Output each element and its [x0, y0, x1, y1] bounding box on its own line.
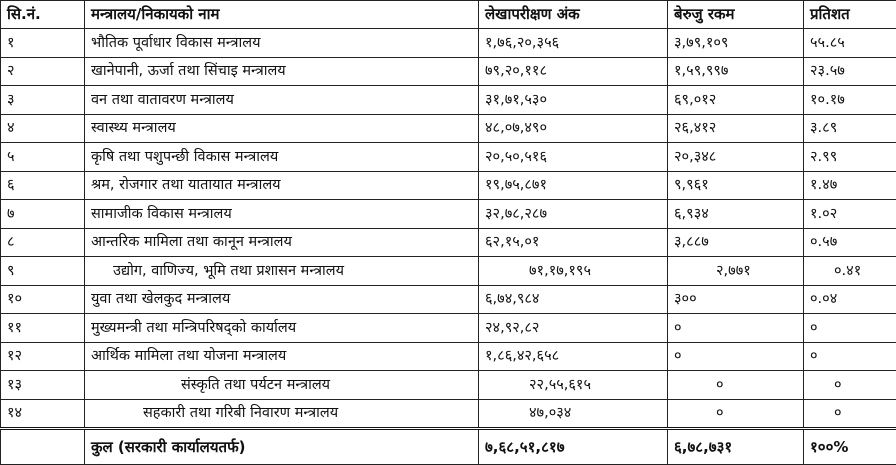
- total-row: [1, 429, 896, 465]
- cell-irregular-amount: ०: [668, 342, 804, 371]
- cell-percent: १.४७: [804, 171, 896, 200]
- header-audit-amount: लेखापरीक्षण अंक: [479, 1, 668, 29]
- cell-sn: ११: [1, 314, 85, 343]
- table-row: [1, 314, 896, 343]
- cell-audit-amount: ७१,१७,१९५: [479, 257, 668, 286]
- total-percent: १००%: [804, 429, 896, 465]
- cell-sn: ५: [1, 143, 85, 172]
- cell-percent: ०: [804, 371, 896, 400]
- cell-name: उद्योग, वाणिज्य, भूमि तथा प्रशासन मन्त्रालय: [85, 257, 479, 286]
- cell-audit-amount: २४,९२,८२: [479, 314, 668, 343]
- cell-name: स्वास्थ्य मन्त्रालय: [85, 114, 479, 143]
- table-row: [1, 342, 896, 371]
- cell-irregular-amount: २०,३४८: [668, 143, 804, 172]
- cell-percent: २.९९: [804, 143, 896, 172]
- table-row: [1, 114, 896, 143]
- cell-audit-amount: ३१,७१,५३०: [479, 86, 668, 115]
- header-row: [1, 1, 896, 29]
- cell-sn: ९: [1, 257, 85, 286]
- cell-irregular-amount: १,५९,९९७: [668, 57, 804, 86]
- cell-sn: १३: [1, 371, 85, 400]
- cell-audit-amount: ६२,१५,०१: [479, 228, 668, 257]
- cell-sn: ६: [1, 171, 85, 200]
- cell-irregular-amount: ६,९३४: [668, 200, 804, 229]
- cell-irregular-amount: ९,९६१: [668, 171, 804, 200]
- cell-irregular-amount: २,७७१: [668, 257, 804, 286]
- table-row: [1, 285, 896, 314]
- cell-sn: १: [1, 29, 85, 58]
- cell-percent: ३.८९: [804, 114, 896, 143]
- table-row: [1, 143, 896, 172]
- cell-irregular-amount: ३००: [668, 285, 804, 314]
- table-row: [1, 200, 896, 229]
- cell-percent: ०.०४: [804, 285, 896, 314]
- cell-irregular-amount: ३,८८७: [668, 228, 804, 257]
- cell-audit-amount: ६,७४,९८४: [479, 285, 668, 314]
- cell-percent: ०: [804, 399, 896, 429]
- cell-irregular-amount: २६,४१२: [668, 114, 804, 143]
- cell-audit-amount: ७९,२०,११८: [479, 57, 668, 86]
- total-label: कुल (सरकारी कार्यालयतर्फ): [85, 429, 479, 465]
- cell-audit-amount: २२,५५,६१५: [479, 371, 668, 400]
- cell-irregular-amount: ६९,०१२: [668, 86, 804, 115]
- cell-audit-amount: ४८,०७,४९०: [479, 114, 668, 143]
- cell-percent: ०: [804, 342, 896, 371]
- cell-percent: २३.५७: [804, 57, 896, 86]
- cell-name: श्रम, रोजगार तथा यातायात मन्त्रालय: [85, 171, 479, 200]
- cell-name: आन्तरिक मामिला तथा कानून मन्त्रालय: [85, 228, 479, 257]
- cell-name: भौतिक पूर्वाधार विकास मन्त्रालय: [85, 29, 479, 58]
- cell-audit-amount: २०,५०,५१६: [479, 143, 668, 172]
- cell-name: मुख्यमन्त्री तथा मन्त्रिपरिषद्को कार्यालय: [85, 314, 479, 343]
- cell-percent: ५५.८५: [804, 29, 896, 58]
- cell-sn: ४: [1, 114, 85, 143]
- table-row: [1, 228, 896, 257]
- header-percent: प्रतिशत: [804, 1, 896, 29]
- table-row: [1, 57, 896, 86]
- total-sn-cell: [1, 429, 85, 465]
- cell-percent: ०.५७: [804, 228, 896, 257]
- cell-audit-amount: १,८६,४२,६५८: [479, 342, 668, 371]
- cell-audit-amount: ३२,७८,२८७: [479, 200, 668, 229]
- cell-sn: १२: [1, 342, 85, 371]
- cell-name: सामाजीक विकास मन्त्रालय: [85, 200, 479, 229]
- cell-irregular-amount: ०: [668, 314, 804, 343]
- table-row: [1, 86, 896, 115]
- cell-name: सहकारी तथा गरिबी निवारण मन्त्रालय: [85, 399, 479, 429]
- cell-percent: १.०२: [804, 200, 896, 229]
- cell-percent: १०.१७: [804, 86, 896, 115]
- total-irregular-amount: ६,७८,७३१: [668, 429, 804, 465]
- cell-name: युवा तथा खेलकुद मन्त्रालय: [85, 285, 479, 314]
- cell-irregular-amount: ०: [668, 399, 804, 429]
- table-row: [1, 257, 896, 286]
- header-irregular-amount: बेरुजु रकम: [668, 1, 804, 29]
- cell-name: खानेपानी, ऊर्जा तथा सिंचाइ मन्त्रालय: [85, 57, 479, 86]
- table-row: [1, 171, 896, 200]
- cell-irregular-amount: ०: [668, 371, 804, 400]
- cell-percent: ०.४१: [804, 257, 896, 286]
- cell-sn: १४: [1, 399, 85, 429]
- cell-irregular-amount: ३,७९,१०९: [668, 29, 804, 58]
- cell-name: कृषि तथा पशुपन्छी विकास मन्त्रालय: [85, 143, 479, 172]
- cell-percent: ०: [804, 314, 896, 343]
- table-row: [1, 371, 896, 400]
- total-audit-amount: ७,६८,५१,८१७: [479, 429, 668, 465]
- cell-name: आर्थिक मामिला तथा योजना मन्त्रालय: [85, 342, 479, 371]
- table-row: [1, 29, 896, 58]
- cell-name: वन तथा वातावरण मन्त्रालय: [85, 86, 479, 115]
- cell-audit-amount: १,७६,२०,३५६: [479, 29, 668, 58]
- cell-name: संस्कृति तथा पर्यटन मन्त्रालय: [85, 371, 479, 400]
- cell-audit-amount: ४७,०३४: [479, 399, 668, 429]
- cell-sn: ७: [1, 200, 85, 229]
- cell-sn: ८: [1, 228, 85, 257]
- header-name: मन्त्रालय/निकायको नाम: [85, 1, 479, 29]
- header-sn: सि.नं.: [1, 1, 85, 29]
- table-row: [1, 399, 896, 429]
- cell-audit-amount: १९,७५,८७१: [479, 171, 668, 200]
- cell-sn: ३: [1, 86, 85, 115]
- cell-sn: २: [1, 57, 85, 86]
- cell-sn: १०: [1, 285, 85, 314]
